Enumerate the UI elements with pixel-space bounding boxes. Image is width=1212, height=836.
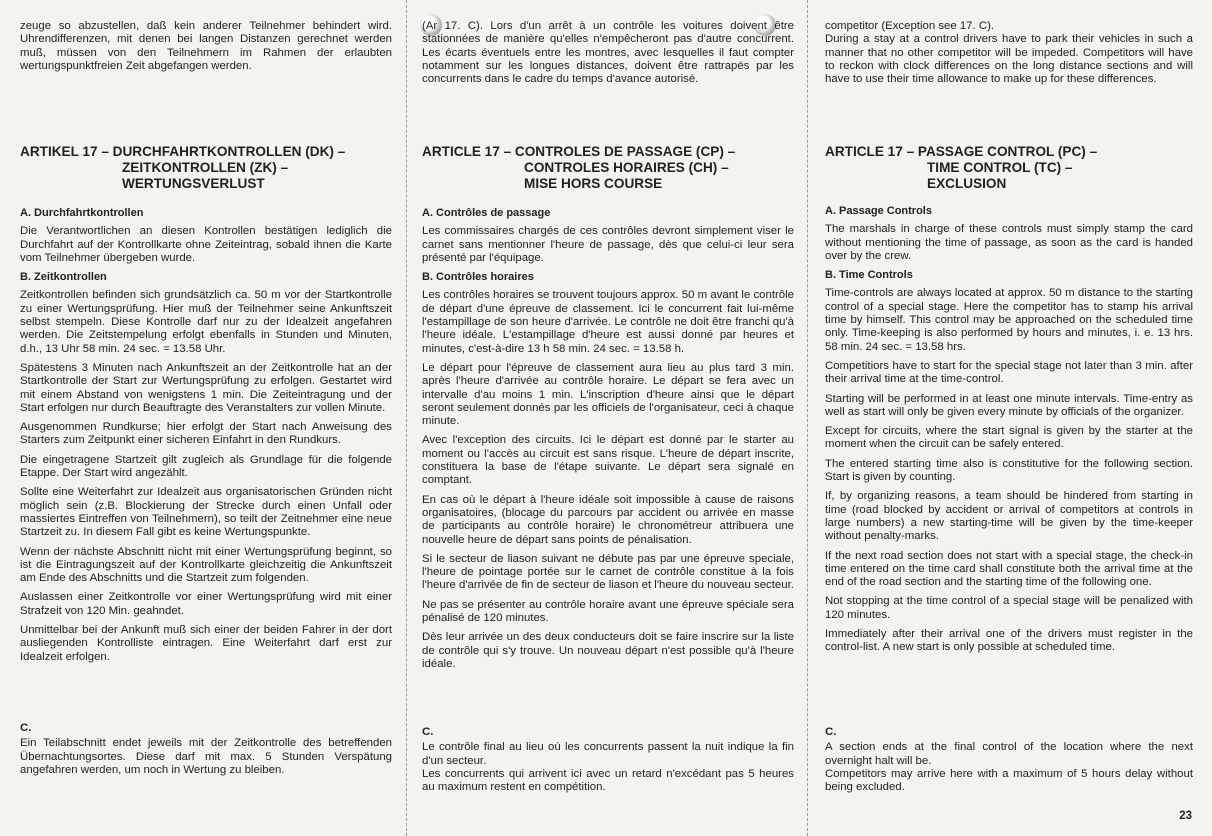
section-a-heading: A. Passage Controls	[825, 205, 932, 217]
section-c-heading: C.	[825, 726, 837, 738]
paragraph: If, by organizing reasons, a team should be hindered from starting in time (road blocked by accident or arrival of competitors at controls in large numbers) a new starting-time will be given by the time-keeper without penalty-marks.	[825, 490, 1193, 543]
intro-paragraph: During a stay at a control drivers have to park their vehicles in such a manner that no other competitor will be impeded. Competitors will have to reckon with clock differences on the long distance sections and will have to use their time allowance to make up for these differences.	[825, 33, 1193, 86]
heading-line-2: TIME CONTROL (TC) –	[927, 160, 1073, 175]
paragraph: Le contrôle final au lieu où les concurrents passent la nuit indique la fin d'un secteur.	[422, 741, 794, 767]
section-c-heading: C.	[422, 726, 434, 738]
paragraph: Unmittelbar bei der Ankunft muß sich einer der beiden Fahrer in der dort ausliegenden Kontrolliste eintragen. Eine Weiterfahrt darf erst zur Idealzeit erfolgen.	[20, 624, 392, 663]
english-column	[825, 20, 1193, 794]
paragraph: Si le secteur de liason suivant ne débute pas par une épreuve speciale, l'heure de pointage portée sur le carnet de contrôle constitue à la fois l'heure d'arrivée de fin de secteur de liason et l'heure du nouveau secteur.	[422, 552, 794, 592]
paragraph: Starting will be performed in at least one minute intervals. Time-entry as well as start will only be given every minute by officials of the organizer.	[825, 392, 1193, 418]
paragraph: Spätestens 3 Minuten nach Ankunftszeit an der Zeitkontrolle hat an der Startkontrolle der Start zur Wertungsprüfung zu erfolgen. Gestartet wird mit einem Abstand von wenigstens 1 min. Die Zeiteintragung und der Start erfolgen nur durch Beauftragte des Veranstalters zur vollen Minute.	[20, 361, 392, 414]
page-number: 23	[1179, 810, 1192, 822]
paragraph: Not stopping at the time control of a special stage will be penalized with 120 minutes.	[825, 595, 1193, 621]
paragraph: Dès leur arrivée un des deux conducteurs doit se faire inscrire sur la liste de contrôle qui s'y trouve. Un nouveau départ n'est possible qu'à l'heure idéale.	[422, 631, 794, 670]
paragraph: Immediately after their arrival one of the drivers must register in the control-list. A new start is only possible at scheduled time.	[825, 628, 1193, 654]
paragraph: Competitiors have to start for the special stage not later than 3 min. after their arrival time at the time-control.	[825, 359, 1193, 386]
heading-line-1: ARTIKEL 17 – DURCHFAHRTKONTROLLEN (DK) –	[20, 144, 346, 159]
intro-paragraph: (Ar 17. C). Lors d'un arrêt à un contrôle les voitures doivent être stationnées de manière qu'elles n'empêcheront pas d'autre concurrent. Les écarts éventuels entre les montres, avec lesquelles il faut compter notamment sur les longues distances, doivent être rattrapés par les concurrents dans le cadre du temps d'avance autorisé.	[422, 20, 794, 86]
article-body	[422, 203, 794, 677]
paragraph: Les concurrents qui arrivent ici avec un retard n'excédant pas 5 heures au maximum restent en compétition.	[422, 767, 794, 794]
section-c	[825, 726, 1193, 800]
article-body	[825, 201, 1193, 661]
paragraph: Ein Teilabschnitt endet jeweils mit der Zeitkontrolle des betreffenden Übernachtungsortes. Diese darf mit max. 5 Stunden Verspätung angefahren werden, um noch in Wertung zu bleiben.	[20, 737, 392, 776]
section-a-heading: A. Contrôles de passage	[422, 207, 551, 219]
heading-line-2: ZEITKONTROLLEN (ZK) –	[122, 160, 289, 175]
paragraph: Ausgenommen Rundkurse; hier erfolgt der Start nach Anweisung des Starters zum Zeitpunkt einer sicheren Einfahrt in den Rundkurs.	[20, 421, 392, 447]
heading-line-2: CONTROLES HORAIRES (CH) –	[524, 160, 729, 175]
paragraph: The marshals in charge of these controls must simply stamp the card without mentioning the time of passage, as soon as the card is handed over by the crew.	[825, 223, 1193, 262]
intro-line: competitor (Exception see 17. C).	[825, 20, 995, 32]
section-c-heading: C.	[20, 722, 32, 734]
german-column	[20, 20, 392, 776]
section-b-heading: B. Time Controls	[825, 269, 913, 282]
section-c	[422, 726, 794, 800]
heading-line-3: MISE HORS COURSE	[524, 176, 663, 191]
paragraph: Time-controls are always located at approx. 50 m distance to the starting control of a special stage. Here the competitor has to stamp his arrival time by himself. This control may be approached on the scheduled time only. Time-keeping is also performed by hours and minutes, i. e. 13 hrs. 58 min. 24 sec. = 13.58 hrs.	[825, 287, 1193, 353]
paragraph: If the next road section does not start with a special stage, the check-in time entered on the time card shall constitute both the arrival time at the end of the road section and the starting time of the following one.	[825, 549, 1193, 589]
paragraph: Les contrôles horaires se trouvent toujours approx. 50 m avant le contrôle de départ d'une épreuve de classement. Ici le concurrent fait lui-même l'estampillage de son heure d'arrivée. Le contrôle ne doit être franchi qu'à l'heure idéale. L'estampillage d'heure est aussi donné par heures et minutes, c'est-à-dire 13 h 58 min. 24 sec. = 13.58 h.	[422, 289, 794, 355]
paragraph: Les commissaires chargés de ces contrôles devront simplement viser le carnet sans mentionner l'heure de passage, dès que celui-ci leur sera présenté par l'équipage.	[422, 225, 794, 264]
section-c	[20, 722, 392, 783]
paragraph: En cas où le départ à l'heure idéale soit impossible à cause de raisons organisatoires, (blocage du parcours par accident ou arrivée en masse de participants au contrôle horaire) le chronométreur attribuera une nouvelle heure de départ sans points de pénalisation.	[422, 493, 794, 546]
heading-line-1: ARTICLE 17 – CONTROLES DE PASSAGE (CP) –	[422, 144, 736, 159]
article-body	[20, 203, 392, 670]
paragraph: The entered starting time also is constitutive for the following section. Start is given by counting.	[825, 457, 1193, 484]
heading-line-1: ARTICLE 17 – PASSAGE CONTROL (PC) –	[825, 144, 1098, 159]
column-divider	[807, 0, 808, 836]
section-b-heading: B. Zeitkontrollen	[20, 271, 107, 284]
paragraph: Zeitkontrollen befinden sich grundsätzlich ca. 50 m vor der Startkontrolle zu einer Wertungsprüfung. Hier muß der Teilnehmer seine Ankunftszeit selbst stempeln. Diese Kontrolle darf nur zu der Idealzeit angefahren werden. Die Zeitstempelung erfolgt ebenfalls in Stunden und Minuten, d.h., 13 Uhr 58 min. 24 sec. = 13.58 Uhr.	[20, 289, 392, 355]
paragraph: Auslassen einer Zeitkontrolle vor einer Wertungsprüfung wird mit einer Strafzeit von 120 Min. geahndet.	[20, 591, 392, 617]
paragraph: Competitors may arrive here with a maximum of 5 hours delay without being excluded.	[825, 767, 1193, 794]
paragraph: Sollte eine Weiterfahrt zur Idealzeit aus organisatorischen Gründen nicht möglich sein (z.B. Blockierung der Strecke durch einen Unfall oder massiertes Eintreffen von Teilnehmern), so teilt der Zeitnehmer eine neue Startzeit zu. In diesem Fall gibt es keine Wertungspunkte.	[20, 486, 392, 539]
paragraph: Die eingetragene Startzeit gilt zugleich als Grundlage für die folgende Etappe. Der Start wird angezählt.	[20, 453, 392, 480]
article-heading	[825, 144, 1193, 192]
paragraph: Le départ pour l'épreuve de classement aura lieu au plus tard 3 min. après l'heure d'arrivée au contrôle horaire. Le départ se fera avec un intervalle d'au moins 1 min. L'inscription d'heure ainsi que le départ seront seulement donnés par les officiels de l'organisateur, ceci à chaque minute.	[422, 361, 794, 428]
section-b-heading: B. Contrôles horaires	[422, 271, 534, 284]
paragraph: Except for circuits, where the start signal is given by the starter at the moment when the circuit can be safely entered.	[825, 425, 1193, 451]
article-heading	[20, 144, 392, 192]
paragraph: Die Verantwortlichen an diesen Kontrollen bestätigen lediglich die Durchfahrt auf der Kontrollkarte ohne Zeiteintrag, sobald ihnen die Karte vom Teilnehmer übergeben wurde.	[20, 225, 392, 264]
heading-line-3: WERTUNGSVERLUST	[122, 176, 265, 191]
column-divider	[406, 0, 407, 836]
section-a-heading: A. Durchfahrtkontrollen	[20, 207, 144, 219]
heading-line-3: EXCLUSION	[927, 176, 1007, 191]
article-heading	[422, 144, 794, 192]
paragraph: Wenn der nächste Abschnitt nicht mit einer Wertungsprüfung beginnt, so ist die Eintragungszeit auf der Kontrollkarte gleichzeitig die Ankunftszeit am Ende des Abschnitts und die Startzeit zum folgenden.	[20, 545, 392, 585]
french-column	[422, 20, 794, 794]
paragraph: Ne pas se présenter au contrôle horaire avant une épreuve spéciale sera pénalisé de 120 minutes.	[422, 598, 794, 625]
intro-paragraph: zeuge so abzustellen, daß kein anderer Teilnehmer behindert wird. Uhrendifferenzen, mit denen bei langen Distanzen gerechnet werden muß, müssen von den Teilnehmern im Rahmen der erlaubten wertungspunktfreien Zeit abgefangen werden.	[20, 20, 392, 72]
paragraph: A section ends at the final control of the location where the next overnight halt will be.	[825, 741, 1193, 767]
paragraph: Avec l'exception des circuits. Ici le départ est donné par le starter au moment ou l'accès au circuit est sans risque. L'heure de départ inscrite, constituera la base de l'étape suivante. Le départ sera signalé en comptant.	[422, 434, 794, 487]
